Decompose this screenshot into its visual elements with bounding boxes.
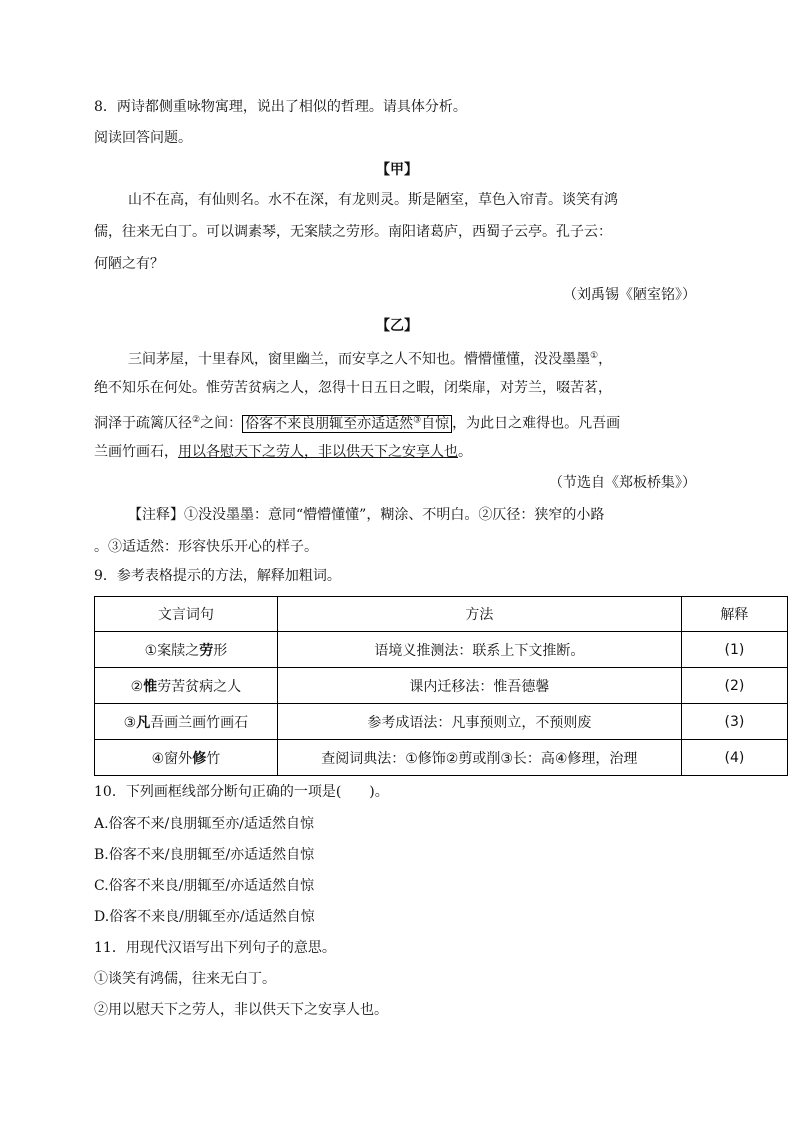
question-9: 9．参考表格提示的方法，解释加粗词。 (94, 568, 341, 584)
text: ③ (123, 714, 137, 731)
answer-cell: (4) (681, 740, 787, 776)
passage-yi-line: 绝不知乐在何处。惟劳苦贫病之人，忽得十日五日之暇，闭柴扉，对芳兰，啜苦茗， (94, 380, 612, 396)
text: 兰画竹画石， (94, 444, 178, 460)
text: 竹 (206, 750, 221, 767)
text: 吾画兰画竹画石 (150, 714, 249, 731)
table-row (95, 740, 788, 776)
answer-cell: (1) (681, 632, 787, 668)
bold-word: 凡 (136, 714, 151, 731)
underlined-sentence: 用以各慰天下之劳人，非以供天下之安享人也 (178, 444, 458, 460)
text: 洞泽于疏篱仄径 (94, 415, 192, 432)
method-cell: 课内迁移法：惟吾德馨 (277, 668, 681, 704)
reading-intro: 阅读回答问题。 (94, 130, 192, 146)
footnote-marker: ③ (413, 415, 422, 425)
q11-item: ②用以慰天下之劳人，非以供天下之安享人也。 (94, 1002, 388, 1018)
table-row (95, 668, 788, 704)
bold-word: 劳 (199, 642, 214, 659)
passage-jia-line: 山不在高，有仙则名。水不在深，有龙则灵。斯是陋室，草色入帘青。谈笑有鸿 (128, 192, 618, 208)
q11-item: ①谈笑有鸿儒，往来无白丁。 (94, 971, 276, 987)
phrase-cell (95, 704, 278, 740)
text: 。 (458, 444, 472, 460)
bold-word: 惟 (143, 678, 158, 695)
passage-jia-heading: 【甲】 (376, 162, 418, 178)
bold-word: 修 (192, 750, 207, 767)
passage-jia-source: （刘禹锡《陋室铭》） (563, 287, 696, 303)
text: ①案牍之 (144, 642, 200, 659)
method-cell: 语境义推测法：联系上下文推断。 (277, 632, 681, 668)
option-c: C.俗客不来良/朋辄至/亦适适然自惊 (94, 878, 315, 894)
column-header: 方法 (277, 597, 681, 632)
passage-yi-line (94, 442, 472, 462)
option-d: D.俗客不来良/朋辄至亦/适适然自惊 (94, 909, 315, 925)
column-header: 文言词句 (95, 597, 278, 632)
table-row (95, 704, 788, 740)
answer-cell: (3) (681, 704, 787, 740)
table-header-row (95, 597, 788, 632)
text: 自惊 (421, 415, 450, 432)
option-a: A.俗客不来/良朋辄至亦/适适然自惊 (94, 816, 314, 832)
text: 劳苦贫病之人 (157, 678, 242, 695)
text: 形 (213, 642, 228, 659)
phrase-cell (95, 668, 278, 704)
text: ② (130, 678, 144, 695)
footnote-marker: ② (192, 415, 201, 425)
question-11: 11．用现代汉语写出下列句子的意思。 (94, 940, 336, 956)
answer-cell: (2) (681, 668, 787, 704)
text: ④窗外 (151, 750, 193, 767)
footnote-marker: ① (590, 351, 599, 361)
text: 之间： (200, 415, 243, 432)
method-table (94, 596, 788, 776)
text: 俗客不来良朋辄至亦适适然 (245, 415, 414, 432)
phrase-cell (95, 740, 278, 776)
method-cell: 参考成语法：凡事预则立，不预则废 (277, 704, 681, 740)
annotation-line: 【注释】①没没墨墨：意同“懵懵懂懂”，糊涂、不明白。②仄径：狭窄的小路 (128, 507, 605, 523)
boxed-sentence (242, 415, 452, 433)
column-header: 解释 (681, 597, 787, 632)
option-b: B.俗客不来/良朋辄至/亦适适然自惊 (94, 847, 315, 863)
annotation-line: 。③适适然：形容快乐开心的样子。 (94, 539, 318, 555)
passage-jia-line: 儒，往来无白丁。可以调素琴，无案牍之劳形。南阳诸葛庐，西蜀子云亭。孔子云： (94, 224, 612, 240)
text: ，为此日之难得也。凡吾画 (452, 415, 621, 432)
method-cell: 查阅词典法：①修饰②剪或削③长：高④修理，治理 (277, 740, 681, 776)
passage-yi-line (128, 346, 612, 370)
passage-yi-heading: 【乙】 (376, 318, 418, 334)
question-10: 10．下列画框线部分断句正确的一项是( )。 (94, 784, 389, 800)
passage-yi-source: （节选自《郑板桥集》） (549, 475, 696, 491)
text: ， (598, 351, 613, 368)
passage-jia-line: 何陋之有？ (94, 256, 164, 272)
phrase-cell (95, 632, 278, 668)
table-row (95, 632, 788, 668)
question-8: 8．两诗都侧重咏物寓理，说出了相似的哲理。请具体分析。 (94, 99, 467, 115)
passage-yi-line (94, 410, 620, 434)
text: 三间茅屋，十里春风，窗里幽兰，而安享之人不知也。懵懵懂懂，没没墨墨 (128, 351, 590, 368)
